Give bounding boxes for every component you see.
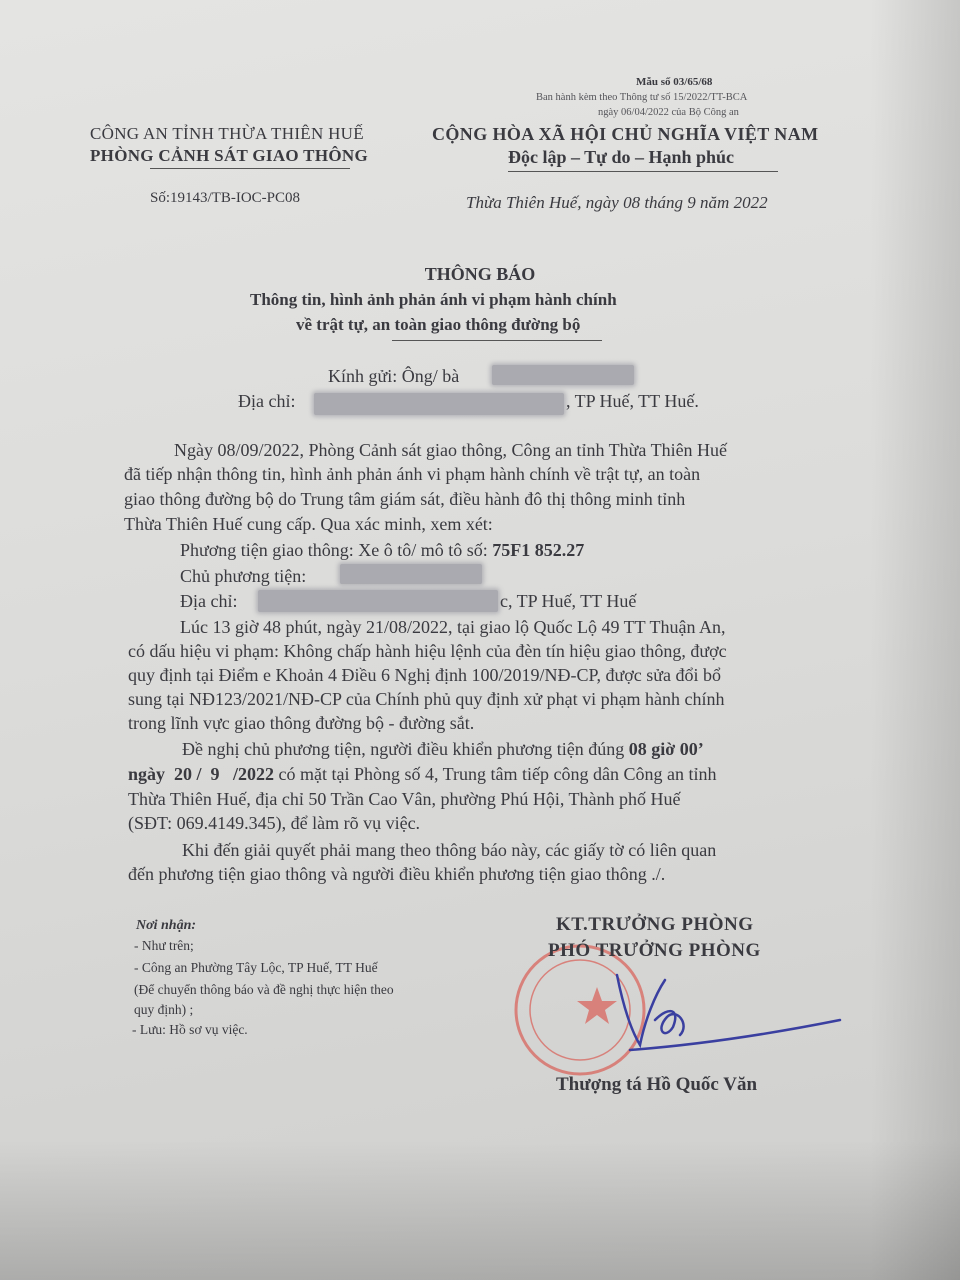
paragraph-line: giao thông đường bộ do Trung tâm giám sát, điều hành đô thị thông minh tỉnh	[124, 489, 686, 509]
signature-title: KT.TRƯỞNG PHÒNG	[556, 914, 754, 935]
motto-divider	[508, 171, 778, 172]
addressee-greeting: Kính gửi: Ông/ bà	[328, 366, 460, 386]
form-reference-date: ngày 06/04/2022 của Bộ Công an	[598, 107, 739, 118]
summons-date: ngày 20 / 9 /2022	[128, 764, 275, 784]
vehicle-line	[180, 540, 584, 561]
summons-text: Đề nghị chủ phương tiện, người điều khiển phương tiện đúng	[182, 739, 629, 759]
page-shadow-bottom	[0, 1140, 960, 1280]
handwritten-signature	[617, 975, 840, 1050]
document-date: Thừa Thiên Huế, ngày 08 tháng 9 năm 2022	[466, 193, 768, 212]
vehicle-plate: 75F1 852.27	[492, 540, 585, 560]
recipient-item: - Lưu: Hồ sơ vụ việc.	[132, 1022, 248, 1037]
recipient-item: - Công an Phường Tây Lộc, TP Huế, TT Huế	[134, 960, 378, 975]
document-number: Số:19143/TB-IOC-PC08	[150, 190, 301, 206]
owner-label: Chủ phương tiện:	[180, 566, 307, 586]
paragraph-line: Lúc 13 giờ 48 phút, ngày 21/08/2022, tại giao lộ Quốc Lộ 49 TT Thuận An,	[180, 617, 726, 637]
signer-name: Thượng tá Hồ Quốc Văn	[556, 1074, 758, 1095]
document-title: THÔNG BÁO	[424, 264, 536, 284]
owner-address-label: Địa chỉ:	[180, 591, 238, 611]
national-motto: Độc lập – Tự do – Hạnh phúc	[508, 147, 735, 167]
redacted-name	[492, 365, 634, 385]
summons-place: có mặt tại Phòng số 4, Trung tâm tiếp công dân Công an tỉnh	[274, 764, 717, 784]
form-number: Mẫu số 03/65/68	[636, 76, 713, 88]
page-shadow-right	[870, 0, 960, 1280]
agency-name: CÔNG AN TỈNH THỪA THIÊN HUẾ	[90, 124, 364, 143]
title-divider	[392, 340, 602, 341]
redacted-owner	[340, 564, 482, 584]
paragraph-line: đến phương tiện giao thông và người điều khiển phương tiện giao thông ./.	[128, 864, 666, 884]
addressee-address-label: Địa chỉ:	[238, 391, 296, 411]
paragraph-line: đã tiếp nhận thông tin, hình ảnh phản ánh vi phạm hành chính về trật tự, an toàn	[124, 464, 701, 484]
paragraph-line: trong lĩnh vực giao thông đường bộ - đường sắt.	[128, 713, 475, 733]
owner-address-suffix: c, TP Huế, TT Huế	[500, 591, 637, 611]
department-name: PHÒNG CẢNH SÁT GIAO THÔNG	[90, 146, 368, 165]
paragraph-line: quy định tại Điểm e Khoản 4 Điều 6 Nghị định 100/2019/NĐ-CP, được sửa đổi bổ	[128, 665, 721, 685]
paragraph-line: Ngày 08/09/2022, Phòng Cảnh sát giao thông, Công an tỉnh Thừa Thiên Huế	[174, 440, 728, 460]
paragraph-line: có dấu hiệu vi phạm: Không chấp hành hiệu lệnh của đèn tín hiệu giao thông, được	[128, 641, 727, 661]
signature-deputy-title: PHÓ TRƯỞNG PHÒNG	[548, 940, 761, 961]
paragraph-line: sung tại NĐ123/2021/NĐ-CP của Chính phủ quy định xử phạt vi phạm hành chính	[128, 689, 725, 709]
recipient-item: - Như trên;	[134, 938, 194, 953]
paragraph-line: Thừa Thiên Huế, địa chỉ 50 Trần Cao Vân, phường Phú Hội, Thành phố Huế	[128, 789, 681, 809]
paragraph-line: Thừa Thiên Huế cung cấp. Qua xác minh, xem xét:	[124, 514, 493, 534]
summons-time: 08 giờ 00’	[628, 739, 704, 759]
redacted-owner-address	[258, 590, 498, 612]
recipients-title: Nơi nhận:	[136, 918, 197, 933]
form-reference-line: Ban hành kèm theo Thông tư số 15/2022/TT-BCA	[536, 92, 748, 103]
document-subtitle-line1: Thông tin, hình ảnh phản ánh vi phạm hành chính	[250, 290, 617, 309]
national-title: CỘNG HÒA XÃ HỘI CHỦ NGHĨA VIỆT NAM	[432, 124, 819, 144]
summons-line	[182, 739, 704, 760]
agency-divider	[150, 168, 350, 169]
paragraph-line: (SĐT: 069.4149.345), để làm rõ vụ việc.	[128, 813, 421, 833]
redacted-address	[314, 393, 564, 415]
recipient-item: quy định) ;	[134, 1002, 194, 1017]
vehicle-label: Phương tiện giao thông: Xe ô tô/ mô tô số:	[180, 540, 493, 560]
document-subtitle-line2: về trật tự, an toàn giao thông đường bộ	[296, 315, 581, 334]
recipient-item: (Để chuyển thông báo và đề nghị thực hiện theo	[134, 982, 394, 997]
paragraph-line: Khi đến giải quyết phải mang theo thông báo này, các giấy tờ có liên quan	[182, 840, 717, 860]
summons-date-line	[128, 764, 717, 785]
addressee-address-suffix: , TP Huế, TT Huế.	[566, 391, 699, 411]
